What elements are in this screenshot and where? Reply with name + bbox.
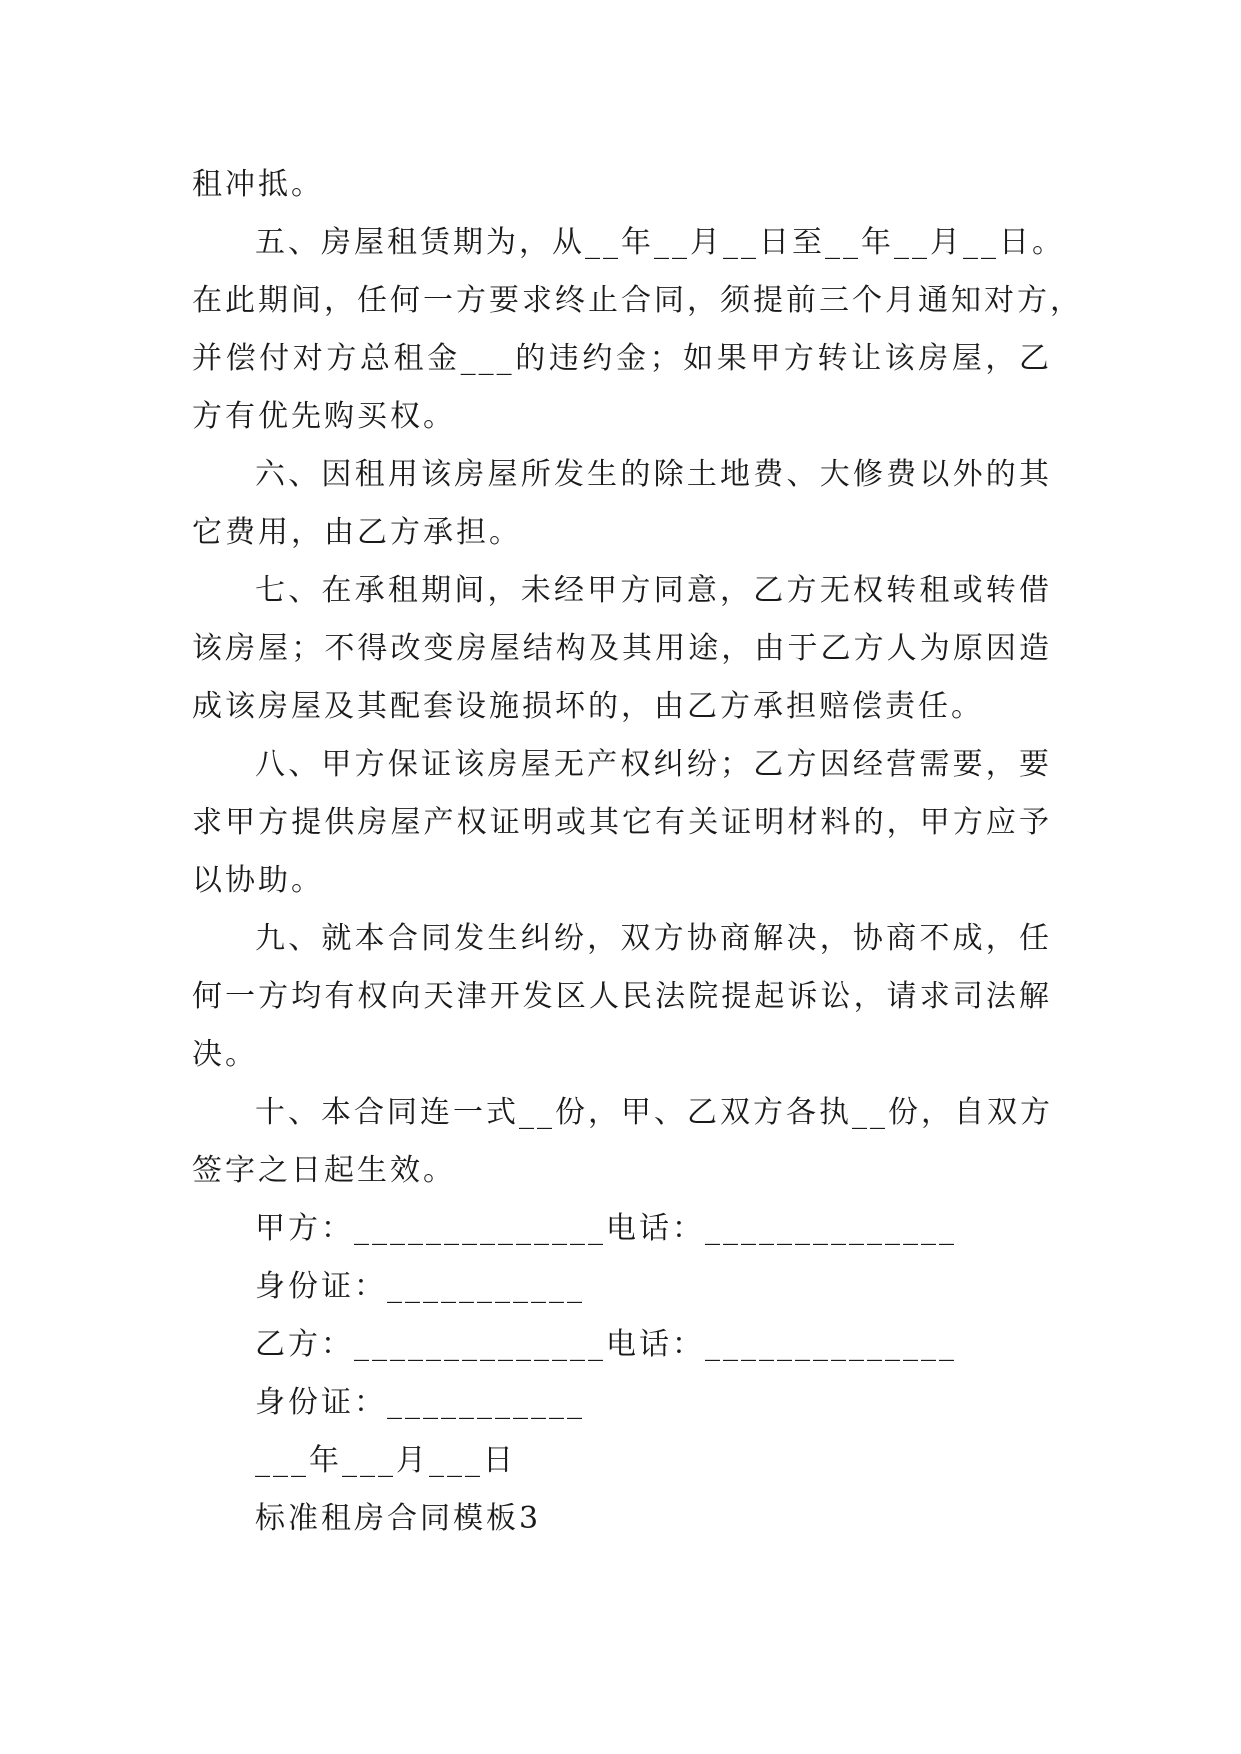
signature-line-party-b: 乙方：______________电话：______________ [255,1327,957,1362]
date-line: ___年___月___日 [255,1443,516,1478]
text-line: 七、在承租期间，未经甲方同意，乙方无权转租或转借 [255,573,1052,608]
document-page [192,156,1083,1548]
text-line: 九、就本合同发生纠纷，双方协商解决，协商不成，任 [255,921,1052,956]
id-line-party-b: 身份证：___________ [255,1385,585,1420]
text-line: 十、本合同连一式__份，甲、乙双方各执__份，自双方 [255,1095,1053,1130]
text-line: 该房屋；不得改变房屋结构及其用途，由于乙方人为原因造 [192,631,1052,666]
text-line: 成该房屋及其配套设施损坏的，由乙方承担赔偿责任。 [192,689,984,724]
id-line-party-a: 身份证：___________ [255,1269,585,1304]
text-line: 租冲抵。 [192,167,324,202]
text-line: 并偿付对方总租金___的违约金；如果甲方转让该房屋，乙 [192,341,1052,376]
text-line: 它费用，由乙方承担。 [192,515,522,550]
text-line: 八、甲方保证该房屋无产权纠纷；乙方因经营需要，要 [255,747,1052,782]
text-line: 方有优先购买权。 [192,399,456,434]
text-line: 六、因租用该房屋所发生的除土地费、大修费以外的其 [255,457,1052,492]
text-line: 五、房屋租赁期为，从__年__月__日至__年__月__日。 [255,225,1065,260]
text-line: 求甲方提供房屋产权证明或其它有关证明材料的，甲方应予 [192,805,1052,840]
text-line: 何一方均有权向天津开发区人民法院提起诉讼，请求司法解 [192,979,1052,1014]
text-line: 以协助。 [192,863,324,898]
text-line: 在此期间，任何一方要求终止合同，须提前三个月通知对方， [192,283,1083,318]
section-heading: 标准租房合同模板3 [255,1501,542,1536]
signature-line-party-a: 甲方：______________电话：______________ [255,1211,957,1246]
text-line: 决。 [192,1037,258,1072]
text-line: 签字之日起生效。 [192,1153,456,1188]
